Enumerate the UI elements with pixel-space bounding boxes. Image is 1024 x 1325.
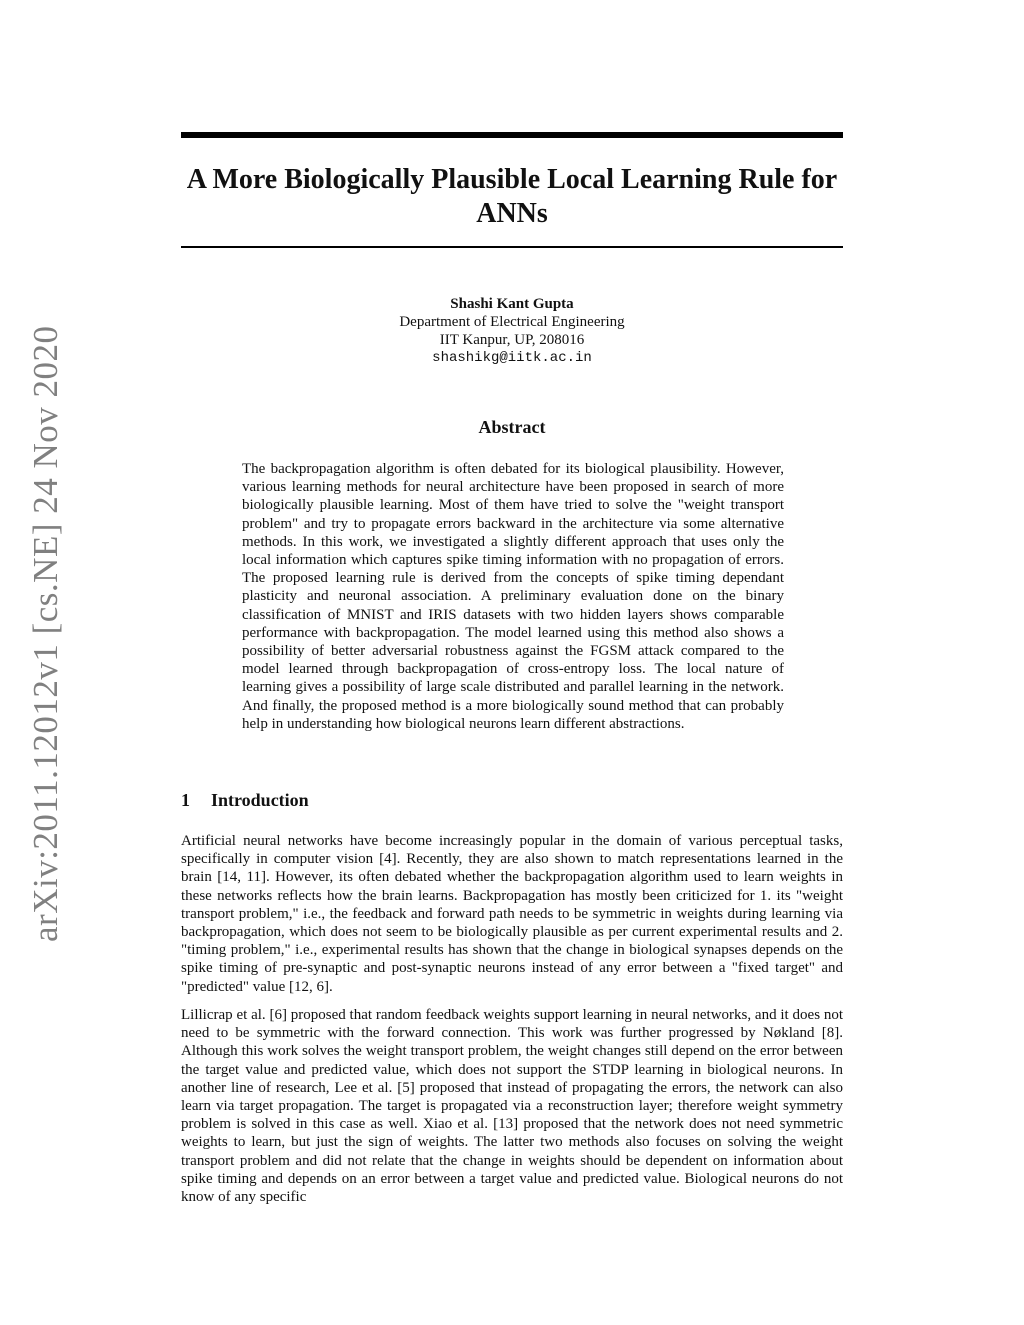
author-email: shashikg@iitk.ac.in (432, 350, 592, 366)
title-bottom-rule (181, 246, 843, 248)
author-institution: IIT Kanpur, UP, 208016 (439, 332, 585, 348)
section-title: Introduction (211, 790, 309, 810)
author-name: Shashi Kant Gupta (450, 296, 574, 312)
author-department: Department of Electrical Engineering (399, 314, 625, 330)
author-block (181, 295, 843, 367)
arxiv-identifier-stamp: arXiv:2011.12012v1 [cs.NE] 24 Nov 2020 (26, 325, 65, 942)
intro-paragraph-1: Artificial neural networks have become increasingly popular in the domain of various perceptual tasks, specifically in computer vision [4]. Recently, they are also shown to match representations learned in the brain [14, 11]. However, its often debated whether the backpropagation algorithm used to learn weights in these networks reflects how the brain learns. Backpropagation has mostly been criticized for 1. its "weight transport problem," i.e., the feedback and forward path needs to be symmetric in weights during learning via backpropagation, which does not seem to be biologically plausible as per current experimental results and 2. "timing problem," i.e., experimental results has shown that the change in biological synapses depends on the spike timing of pre-synaptic and post-synaptic neurons instead of any error between a "fixed target" and "predicted" value [12, 6]. (181, 833, 843, 995)
section-number: 1 (181, 790, 190, 810)
paper-title: A More Biologically Plausible Local Learning Rule for ANNs (186, 164, 838, 229)
section-heading (181, 790, 309, 811)
title-top-rule (181, 132, 843, 138)
abstract-text: The backpropagation algorithm is often debated for its biological plausibility. However, various learning methods for neural architecture have been proposed in search of more biologically plausible learning. Most of them have tried to solve the "weight transport problem" and try to propagate errors backward in the architecture via some alternative methods. In this work, we investigated a slightly different approach that uses only the local information which captures spike timing information with no propagation of errors. The proposed learning rule is derived from the concepts of spike timing dependant plasticity and neuronal association. A preliminary evaluation done on the binary classification of MNIST and IRIS datasets with two hidden layers shows comparable performance with backpropagation. The model learned using this method also shows a possibility of better adversarial robustness against the FGSM attack compared to the model learned through backpropagation of cross-entropy loss. The local nature of learning gives a possibility of large scale distributed and parallel learning in the network. And finally, the proposed method is a more biologically sound method that can probably help in understanding how biological neurons learn different abstractions. (242, 461, 784, 732)
abstract-heading: Abstract (478, 417, 546, 437)
intro-paragraph-2: Lillicrap et al. [6] proposed that random feedback weights support learning in neural networks, and it does not need to be symmetric with the forward connection. This work was further progressed by Nøkland [8]. Although this work solves the weight transport problem, the weight changes still depend on the error between the target value and predicted value, which does not support the STDP learning in biological neurons. In another line of research, Lee et al. [5] proposed that instead of propagating the errors, the network can also learn via target propagation. The target is propagated via a reconstruction layer; therefore weight symmetry problem is solved in this case as well. Xiao et al. [13] proposed that the network does not need symmetric weights to learn, but just the sign of weights. The latter two methods also focuses on solving the weight transport problem and did not relate that the change in weights should be dependent on information about spike timing and depends on an error between a target value and predicted value. Biological neurons do not know of any specific (181, 1007, 843, 1206)
